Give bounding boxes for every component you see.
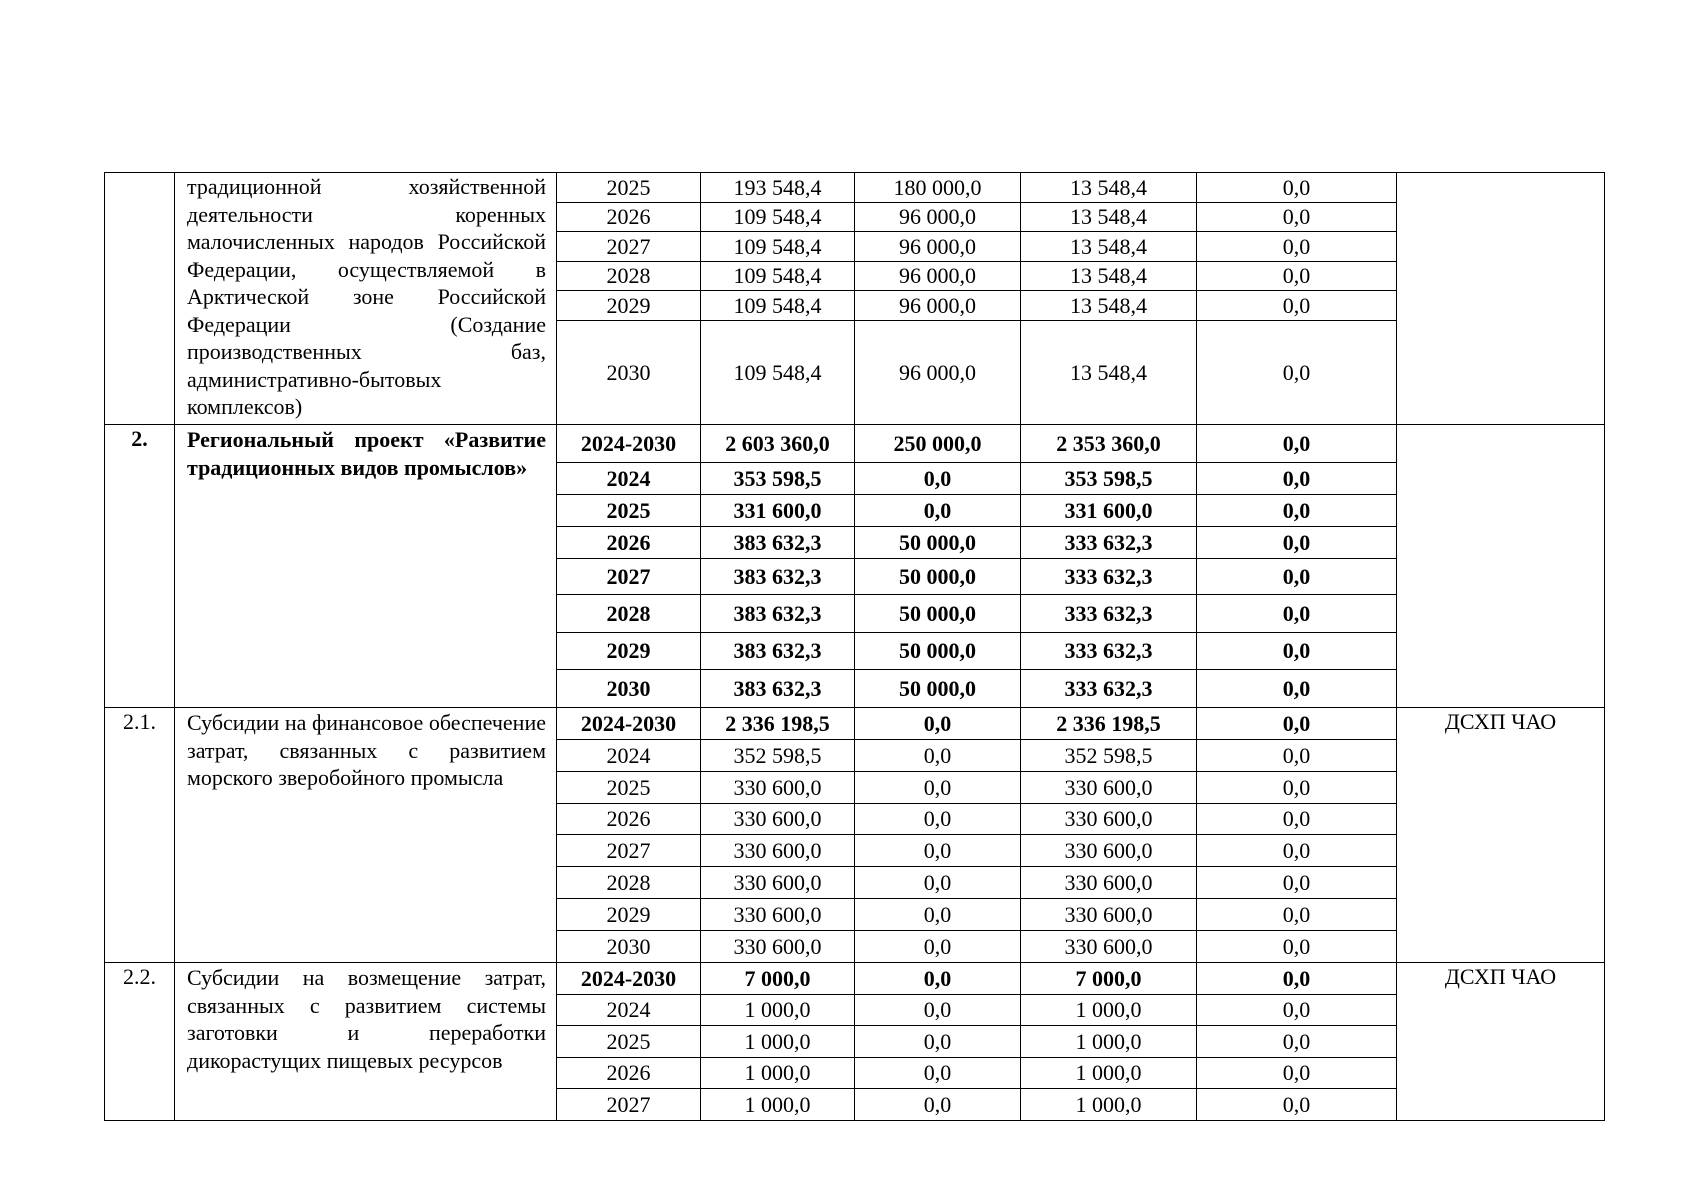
other-sources-cell: 0,0 [1197, 772, 1397, 804]
period-cell: 2026 [557, 527, 701, 559]
regional-budget-cell: 330 600,0 [1021, 931, 1197, 963]
other-sources-cell: 0,0 [1197, 708, 1397, 740]
other-sources-cell: 0,0 [1197, 173, 1397, 203]
period-cell: 2025 [557, 173, 701, 203]
period-cell: 2025 [557, 495, 701, 527]
federal-budget-cell: 50 000,0 [855, 559, 1021, 595]
regional-budget-cell: 330 600,0 [1021, 867, 1197, 899]
activity-name-cell: Субсидии на финансовое обеспечение затрат, связанных с развитием морского зверобойного промысла [175, 708, 557, 963]
federal-budget-cell: 0,0 [855, 835, 1021, 867]
regional-budget-cell: 331 600,0 [1021, 495, 1197, 527]
table-row [105, 708, 1605, 740]
other-sources-cell: 0,0 [1197, 1058, 1397, 1089]
regional-budget-cell: 330 600,0 [1021, 804, 1197, 835]
other-sources-cell: 0,0 [1197, 425, 1397, 463]
table-body [105, 173, 1605, 1121]
other-sources-cell: 0,0 [1197, 203, 1397, 232]
period-cell: 2024-2030 [557, 963, 701, 995]
other-sources-cell: 0,0 [1197, 963, 1397, 995]
period-cell: 2029 [557, 291, 701, 321]
activity-name-cell: Региональный проект «Развитие традиционных видов промыслов» [175, 425, 557, 708]
federal-budget-cell: 0,0 [855, 463, 1021, 495]
budget-table [104, 172, 1605, 1121]
federal-budget-cell: 0,0 [855, 1058, 1021, 1089]
federal-budget-cell: 50 000,0 [855, 595, 1021, 633]
total-cell: 352 598,5 [701, 740, 855, 772]
period-cell: 2024 [557, 995, 701, 1026]
other-sources-cell: 0,0 [1197, 321, 1397, 425]
other-sources-cell: 0,0 [1197, 670, 1397, 708]
period-cell: 2027 [557, 232, 701, 262]
federal-budget-cell: 0,0 [855, 1089, 1021, 1121]
federal-budget-cell: 0,0 [855, 772, 1021, 804]
federal-budget-cell: 0,0 [855, 867, 1021, 899]
period-cell: 2027 [557, 559, 701, 595]
period-cell: 2025 [557, 772, 701, 804]
other-sources-cell: 0,0 [1197, 804, 1397, 835]
federal-budget-cell: 50 000,0 [855, 527, 1021, 559]
other-sources-cell: 0,0 [1197, 463, 1397, 495]
federal-budget-cell: 0,0 [855, 495, 1021, 527]
federal-budget-cell: 180 000,0 [855, 173, 1021, 203]
other-sources-cell: 0,0 [1197, 291, 1397, 321]
federal-budget-cell: 96 000,0 [855, 291, 1021, 321]
executor-cell [1397, 425, 1605, 708]
total-cell: 383 632,3 [701, 559, 855, 595]
total-cell: 330 600,0 [701, 931, 855, 963]
executor-cell: ДСХП ЧАО [1397, 708, 1605, 963]
regional-budget-cell: 352 598,5 [1021, 740, 1197, 772]
regional-budget-cell: 13 548,4 [1021, 262, 1197, 291]
regional-budget-cell: 13 548,4 [1021, 232, 1197, 262]
row-number-cell [105, 173, 175, 425]
total-cell: 330 600,0 [701, 867, 855, 899]
regional-budget-cell: 13 548,4 [1021, 291, 1197, 321]
period-cell: 2026 [557, 203, 701, 232]
executor-cell: ДСХП ЧАО [1397, 963, 1605, 1121]
period-cell: 2029 [557, 899, 701, 931]
activity-name-cell: Субсидии на возмещение затрат, связанных с развитием системы заготовки и переработки дикорастущих пищевых ресурсов [175, 963, 557, 1121]
regional-budget-cell: 13 548,4 [1021, 321, 1197, 425]
total-cell: 1 000,0 [701, 1058, 855, 1089]
regional-budget-cell: 333 632,3 [1021, 559, 1197, 595]
row-number-cell: 2.1. [105, 708, 175, 963]
row-number-cell: 2.2. [105, 963, 175, 1121]
executor-cell [1397, 173, 1605, 425]
activity-name-cell: традиционной хозяйственной деятельности коренных малочисленных народов Российской Федерации, осуществляемой в Арктической зоне Российской Федерации (Создание производственных баз, административно-бытовых комплексов) [175, 173, 557, 425]
other-sources-cell: 0,0 [1197, 899, 1397, 931]
period-cell: 2028 [557, 595, 701, 633]
federal-budget-cell: 0,0 [855, 740, 1021, 772]
total-cell: 330 600,0 [701, 899, 855, 931]
table-row [105, 963, 1605, 995]
total-cell: 193 548,4 [701, 173, 855, 203]
period-cell: 2024-2030 [557, 708, 701, 740]
total-cell: 109 548,4 [701, 262, 855, 291]
period-cell: 2026 [557, 1058, 701, 1089]
regional-budget-cell: 330 600,0 [1021, 899, 1197, 931]
other-sources-cell: 0,0 [1197, 931, 1397, 963]
regional-budget-cell: 333 632,3 [1021, 527, 1197, 559]
period-cell: 2027 [557, 835, 701, 867]
total-cell: 1 000,0 [701, 1089, 855, 1121]
total-cell: 2 603 360,0 [701, 425, 855, 463]
other-sources-cell: 0,0 [1197, 835, 1397, 867]
regional-budget-cell: 2 336 198,5 [1021, 708, 1197, 740]
federal-budget-cell: 0,0 [855, 931, 1021, 963]
period-cell: 2028 [557, 262, 701, 291]
regional-budget-cell: 330 600,0 [1021, 835, 1197, 867]
other-sources-cell: 0,0 [1197, 633, 1397, 670]
period-cell: 2025 [557, 1026, 701, 1058]
regional-budget-cell: 1 000,0 [1021, 1058, 1197, 1089]
total-cell: 1 000,0 [701, 1026, 855, 1058]
total-cell: 1 000,0 [701, 995, 855, 1026]
federal-budget-cell: 0,0 [855, 804, 1021, 835]
total-cell: 109 548,4 [701, 203, 855, 232]
period-cell: 2030 [557, 670, 701, 708]
row-number-cell: 2. [105, 425, 175, 708]
other-sources-cell: 0,0 [1197, 995, 1397, 1026]
regional-budget-cell: 1 000,0 [1021, 1026, 1197, 1058]
regional-budget-cell: 333 632,3 [1021, 633, 1197, 670]
period-cell: 2026 [557, 804, 701, 835]
total-cell: 7 000,0 [701, 963, 855, 995]
federal-budget-cell: 250 000,0 [855, 425, 1021, 463]
total-cell: 331 600,0 [701, 495, 855, 527]
other-sources-cell: 0,0 [1197, 262, 1397, 291]
federal-budget-cell: 0,0 [855, 708, 1021, 740]
total-cell: 109 548,4 [701, 291, 855, 321]
federal-budget-cell: 0,0 [855, 899, 1021, 931]
other-sources-cell: 0,0 [1197, 1089, 1397, 1121]
period-cell: 2024-2030 [557, 425, 701, 463]
federal-budget-cell: 96 000,0 [855, 321, 1021, 425]
federal-budget-cell: 0,0 [855, 995, 1021, 1026]
federal-budget-cell: 96 000,0 [855, 203, 1021, 232]
federal-budget-cell: 0,0 [855, 1026, 1021, 1058]
period-cell: 2030 [557, 931, 701, 963]
regional-budget-cell: 353 598,5 [1021, 463, 1197, 495]
other-sources-cell: 0,0 [1197, 559, 1397, 595]
other-sources-cell: 0,0 [1197, 527, 1397, 559]
period-cell: 2028 [557, 867, 701, 899]
regional-budget-cell: 2 353 360,0 [1021, 425, 1197, 463]
regional-budget-cell: 330 600,0 [1021, 772, 1197, 804]
total-cell: 383 632,3 [701, 527, 855, 559]
total-cell: 330 600,0 [701, 804, 855, 835]
federal-budget-cell: 96 000,0 [855, 262, 1021, 291]
table-row [105, 173, 1605, 203]
other-sources-cell: 0,0 [1197, 232, 1397, 262]
period-cell: 2024 [557, 463, 701, 495]
other-sources-cell: 0,0 [1197, 740, 1397, 772]
regional-budget-cell: 1 000,0 [1021, 995, 1197, 1026]
total-cell: 330 600,0 [701, 772, 855, 804]
regional-budget-cell: 333 632,3 [1021, 670, 1197, 708]
federal-budget-cell: 50 000,0 [855, 633, 1021, 670]
regional-budget-cell: 1 000,0 [1021, 1089, 1197, 1121]
federal-budget-cell: 0,0 [855, 963, 1021, 995]
period-cell: 2029 [557, 633, 701, 670]
other-sources-cell: 0,0 [1197, 867, 1397, 899]
other-sources-cell: 0,0 [1197, 595, 1397, 633]
total-cell: 109 548,4 [701, 321, 855, 425]
other-sources-cell: 0,0 [1197, 1026, 1397, 1058]
total-cell: 383 632,3 [701, 633, 855, 670]
period-cell: 2030 [557, 321, 701, 425]
regional-budget-cell: 13 548,4 [1021, 173, 1197, 203]
regional-budget-cell: 333 632,3 [1021, 595, 1197, 633]
total-cell: 353 598,5 [701, 463, 855, 495]
regional-budget-cell: 13 548,4 [1021, 203, 1197, 232]
total-cell: 383 632,3 [701, 595, 855, 633]
table-row [105, 425, 1605, 463]
total-cell: 2 336 198,5 [701, 708, 855, 740]
period-cell: 2024 [557, 740, 701, 772]
total-cell: 383 632,3 [701, 670, 855, 708]
total-cell: 109 548,4 [701, 232, 855, 262]
federal-budget-cell: 50 000,0 [855, 670, 1021, 708]
other-sources-cell: 0,0 [1197, 495, 1397, 527]
total-cell: 330 600,0 [701, 835, 855, 867]
period-cell: 2027 [557, 1089, 701, 1121]
federal-budget-cell: 96 000,0 [855, 232, 1021, 262]
regional-budget-cell: 7 000,0 [1021, 963, 1197, 995]
